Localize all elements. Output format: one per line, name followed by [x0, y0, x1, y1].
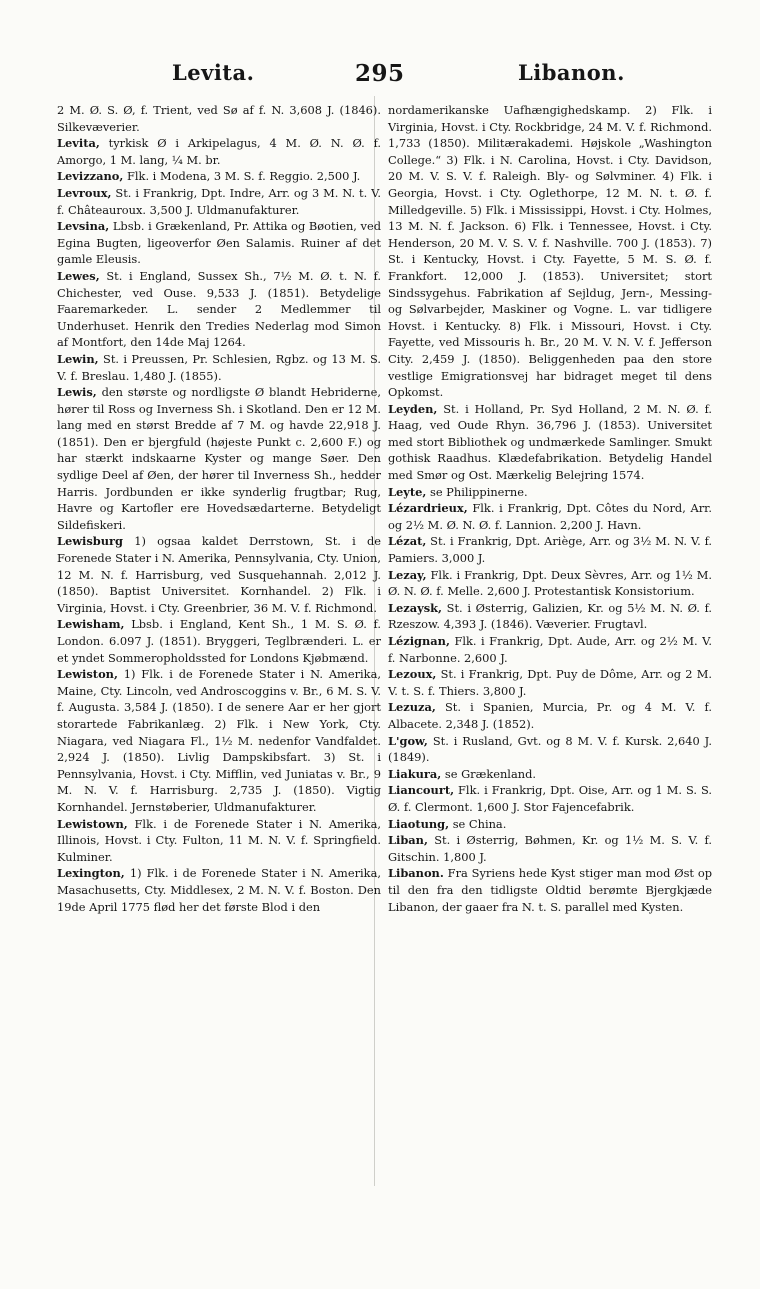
entry-headword: Lexington, — [57, 866, 125, 881]
entry-text: St. i Spanien, Murcia, Pr. og 4 M. V. f. Albacete. 2,348 J. (1852). — [388, 700, 712, 731]
entry-text: St. i Preussen, Pr. Schlesien, Rgbz. og 13 M. S. V. f. Breslau. 1,480 J. (1855). — [57, 351, 381, 383]
entry — [57, 533, 381, 616]
entry-headword: Lewin, — [57, 351, 99, 366]
entry-text: 2 M. Ø. S. Ø, f. Trient, ved Sø af f. N. 3,608 J. (1846). Silkevæverier. — [57, 103, 381, 134]
entry — [57, 666, 381, 815]
entry — [57, 616, 381, 666]
entry-text: Flk. i de Forenede Stater i N. Amerika, Illinois, Hovst. i Cty. Fulton, 11 M. N. V. f. Springfield. Kulminer. — [57, 816, 381, 864]
entry — [388, 633, 712, 666]
entry-headword: Lewes, — [57, 268, 100, 283]
entry — [388, 666, 712, 699]
entry — [388, 533, 712, 566]
entry-text: St. i England, Sussex Sh., 7½ M. Ø. t. N. f. Chichester, ved Ouse. 9,533 J. (1851). Betydelige Faaremarkeder. L. sender 2 Medlemmer til Underhuset. Henrik den Tredies Nederlag mod Simon af Montfort, den 14de Maj 1264. — [57, 268, 381, 350]
entry-headword: Liban, — [388, 833, 428, 848]
entry-text: den største og nordligste Ø blandt Hebriderne, hører til Ross og Inverness Sh. i Skotland. Den er 12 M. lang med en størst Bredde af 7 M. og havde 22,918 J. (1851). Den er bjergfuld (højeste Punkt c. 2,600 F.) og har stærkt indskaarne Kyster og mange Søer. Den sydlige Deel af Øen, der hører til Inverness Sh., hedder Harris. Jordbunden er ikke synderlig frugtbar; Rug, Havre og Kartofler ere Hovedsædarterne. Betydeligt Sildefiskeri. — [57, 385, 381, 532]
page-number: 295 — [355, 60, 405, 87]
entry-text: St. i Frankrig, Dpt. Ariège, Arr. og 3½ M. N. V. f. Pamiers. 3,000 J. — [388, 534, 712, 566]
entry-headword: Lezaysk, — [388, 600, 442, 615]
entry — [388, 766, 712, 783]
entry-text: St. i Rusland, Gvt. og 8 M. V. f. Kursk. 2,640 J. (1849). — [388, 733, 712, 765]
entry — [388, 816, 712, 833]
entry — [57, 135, 381, 168]
entry-text: se China. — [449, 816, 507, 831]
entry-text: Flk. i Frankrig, Dpt. Côtes du Nord, Arr. og 2½ M. Ø. N. Ø. f. Lannion. 2,200 J. Havn. — [388, 501, 712, 532]
entry-text: 1) Flk. i de Forenede Stater i N. Amerika, Maine, Cty. Lincoln, ved Androscoggins v. Br., 6 M. S. V. f. Augusta. 3,584 J. (1850). I de senere Aar er her gjort storartede Fabrikanlæg. 2) Flk. i New York, Cty. Niagara, ved Niagara Fl., 1½ M. nedenfor Vandfaldet. 2,924 J. (1850). Livlig Dampskibsfart. 3) St. i Pennsylvania, Hovst. i Cty. Mifflin, ved Juniatas v. Br., 9 M. N. V. f. Harrisburg. 2,735 J. (1850). Vigtig Kornhandel. Jernstøberier, Uldmanufakturer. — [57, 667, 381, 814]
entry — [57, 185, 381, 218]
entry-text: Flk. i Modena, 3 M. S. f. Reggio. 2,500 J. — [123, 169, 361, 184]
entry-headword: Levita, — [57, 136, 100, 151]
entry — [388, 401, 712, 484]
entry — [57, 102, 381, 135]
entry-text: tyrkisk Ø i Arkipelagus, 4 M. Ø. N. Ø. f. Amorgo, 1 M. lang, ¼ M. br. — [57, 136, 381, 167]
entry-text: St. i Østerrig, Galizien, Kr. og 5½ M. N. Ø. f. Rzeszow. 4,393 J. (1846). Væverier. Frugtavl. — [388, 600, 712, 632]
entry-text: 1) Flk. i de Forenede Stater i N. Amerika, Masachusetts, Cty. Middlesex, 2 M. N. V. f. Boston. Den 19de April 1775 flød her det første Blod i den — [57, 866, 381, 914]
entry — [388, 699, 712, 732]
entry-text: Flk. i Frankrig, Dpt. Oise, Arr. og 1 M. S. S. Ø. f. Clermont. 1,600 J. Stor Fajencefabrik. — [388, 783, 712, 814]
entry-text: se Philippinerne. — [426, 484, 528, 499]
entry-headword: Lewis, — [57, 385, 97, 400]
entry-headword: Lezuza, — [388, 700, 436, 715]
entry-headword: Lezay, — [388, 567, 427, 582]
running-head-right: Libanon. — [518, 60, 625, 85]
entry-headword: Libanon. — [388, 866, 444, 881]
entry-headword: Lewiston, — [57, 667, 118, 682]
entry — [388, 567, 712, 600]
entry — [57, 268, 381, 351]
entry — [388, 600, 712, 633]
entry-headword: Lezoux, — [388, 667, 437, 682]
entry-text: St. i Frankrig, Dpt. Indre, Arr. og 3 M. N. t. V. f. Châteauroux. 3,500 J. Uldmanufakturer. — [57, 185, 381, 217]
page-header — [0, 60, 760, 90]
entry-text: St. i Holland, Pr. Syd Holland, 2 M. N. Ø. f. Haag, ved Oude Rhyn. 36,796 J. (1853). Universitet med stort Bibliothek og undmærkede Samlinger. Smukt gothisk Raadhus. Klædefabrikation. Betydelig Handel med Smør og Ost. Mærkelig Belejring 1574. — [388, 401, 712, 483]
entry-headword: Liaotung, — [388, 816, 450, 831]
entry-headword: Liancourt, — [388, 783, 455, 798]
entry — [388, 500, 712, 533]
entry-headword: Levroux, — [57, 185, 112, 200]
entry-headword: Lewisham, — [57, 617, 125, 632]
entry — [57, 865, 381, 915]
entry-text: 1) ogsaa kaldet Derrstown, St. i de Forenede Stater i N. Amerika, Pennsylvania, Cty. Union, 12 M. N. f. Harrisburg, ved Susquehannah. 2,012 J. (1850). Baptist Universitet. Kornhandel. 2) Flk. i Virginia, Hovst. i Cty. Greenbrier, 36 M. V. f. Richmond. — [57, 534, 381, 615]
entry-headword: Lézat, — [388, 534, 427, 549]
entry — [57, 384, 381, 533]
entry — [388, 733, 712, 766]
entry — [57, 816, 381, 866]
right-column — [388, 102, 712, 915]
left-column — [57, 102, 381, 915]
entry-text: Lbsb. i Grækenland, Pr. Attika og Bøotien, ved Egina Bugten, ligeoverfor Øen Salamis. Ruiner af det gamle Eleusis. — [57, 219, 382, 267]
entry — [57, 168, 381, 185]
entry — [57, 351, 381, 384]
entry-text: nordamerikanske Uafhængighedskamp. 2) Flk. i Virginia, Hovst. i Cty. Rockbridge, 24 M. V. f. Richmond. 1,733 (1850). Militærakademi. Højskole „Washington College.“ 3) Flk. i N. Carolina, Hovst. i Cty. Davidson, 20 M. V. S. V. f. Raleigh. Bly- og Sølvminer. 4) Flk. i Georgia, Hovst. i Cty. Oglethorpe, 12 M. N. t. Ø. f. Milledgeville. 5) Flk. i Mississippi, Hovst. i Cty. Holmes, 13 M. N. f. Jackson. 6) Flk. i Tennessee, Hovst. i Cty. Henderson, 20 M. V. S. V. f. Nashville. 700 J. (1853). 7) St. i Kentucky, Hovst. i Cty. Fayette, 5 M. S. Ø. f. Frankfort. 12,000 J. (1853). Universitet; stort Sindssygehus. Fabrikation af Sejldug, Jern-, Messing- og Sølvarbejder, Maskiner og Vogne. L. var tidligere Hovst. i Kentucky. 8) Flk. i Missouri, Hovst. i Cty. Fayette, ved Missouris h. Br., 20 M. V. N. V. f. Jefferson City. 2,459 J. (1850). Beliggenheden paa den store vestlige Emigrationsvej har bidraget meget til dens Opkomst. — [388, 103, 712, 400]
entry — [388, 102, 712, 401]
entry-text: Fra Syriens hede Kyst stiger man mod Øst op til den fra den tidligste Oldtid berømte Bjergkjæde Libanon, der gaaer fra N. t. S. parallel med Kysten. — [388, 866, 712, 914]
entry-headword: Leyden, — [388, 401, 438, 416]
entry-text: St. i Frankrig, Dpt. Puy de Dôme, Arr. og 2 M. V. t. S. f. Thiers. 3,800 J. — [388, 667, 712, 698]
entry — [388, 865, 712, 915]
entry — [57, 218, 381, 268]
entry-text: Lbsb. i England, Kent Sh., 1 M. S. Ø. f. London. 6.097 J. (1851). Bryggeri, Teglbrænderi. L. er et yndet Sommeropholdssted for Londons Kjøbmænd. — [57, 617, 381, 665]
entry-text: St. i Østerrig, Bøhmen, Kr. og 1½ M. S. V. f. Gitschin. 1,800 J. — [388, 833, 712, 864]
entry-headword: Liakura, — [388, 766, 442, 781]
entry-headword: Levizzano, — [57, 169, 124, 184]
entry-text: Flk. i Frankrig, Dpt. Deux Sèvres, Arr. og 1½ M. Ø. N. Ø. f. Melle. 2,600 J. Protestantisk Konsistorium. — [388, 567, 712, 599]
entry — [388, 832, 712, 865]
entry — [388, 782, 712, 815]
entry — [388, 484, 712, 501]
entry-text: Flk. i Frankrig, Dpt. Aude, Arr. og 2½ M. V. f. Narbonne. 2,600 J. — [388, 634, 712, 665]
entry-headword: Lewistown, — [57, 816, 128, 831]
entry-headword: L'gow, — [388, 733, 428, 748]
entry-headword: Leyte, — [388, 484, 427, 499]
entry-text: se Grækenland. — [441, 766, 536, 781]
running-head-left: Levita. — [172, 60, 255, 85]
entry-headword: Lézignan, — [388, 634, 450, 648]
entry-headword: Lézardrieux, — [388, 501, 468, 516]
entry-headword: Levsina, — [57, 219, 110, 234]
entry-headword: Lewisburg — [57, 534, 124, 549]
